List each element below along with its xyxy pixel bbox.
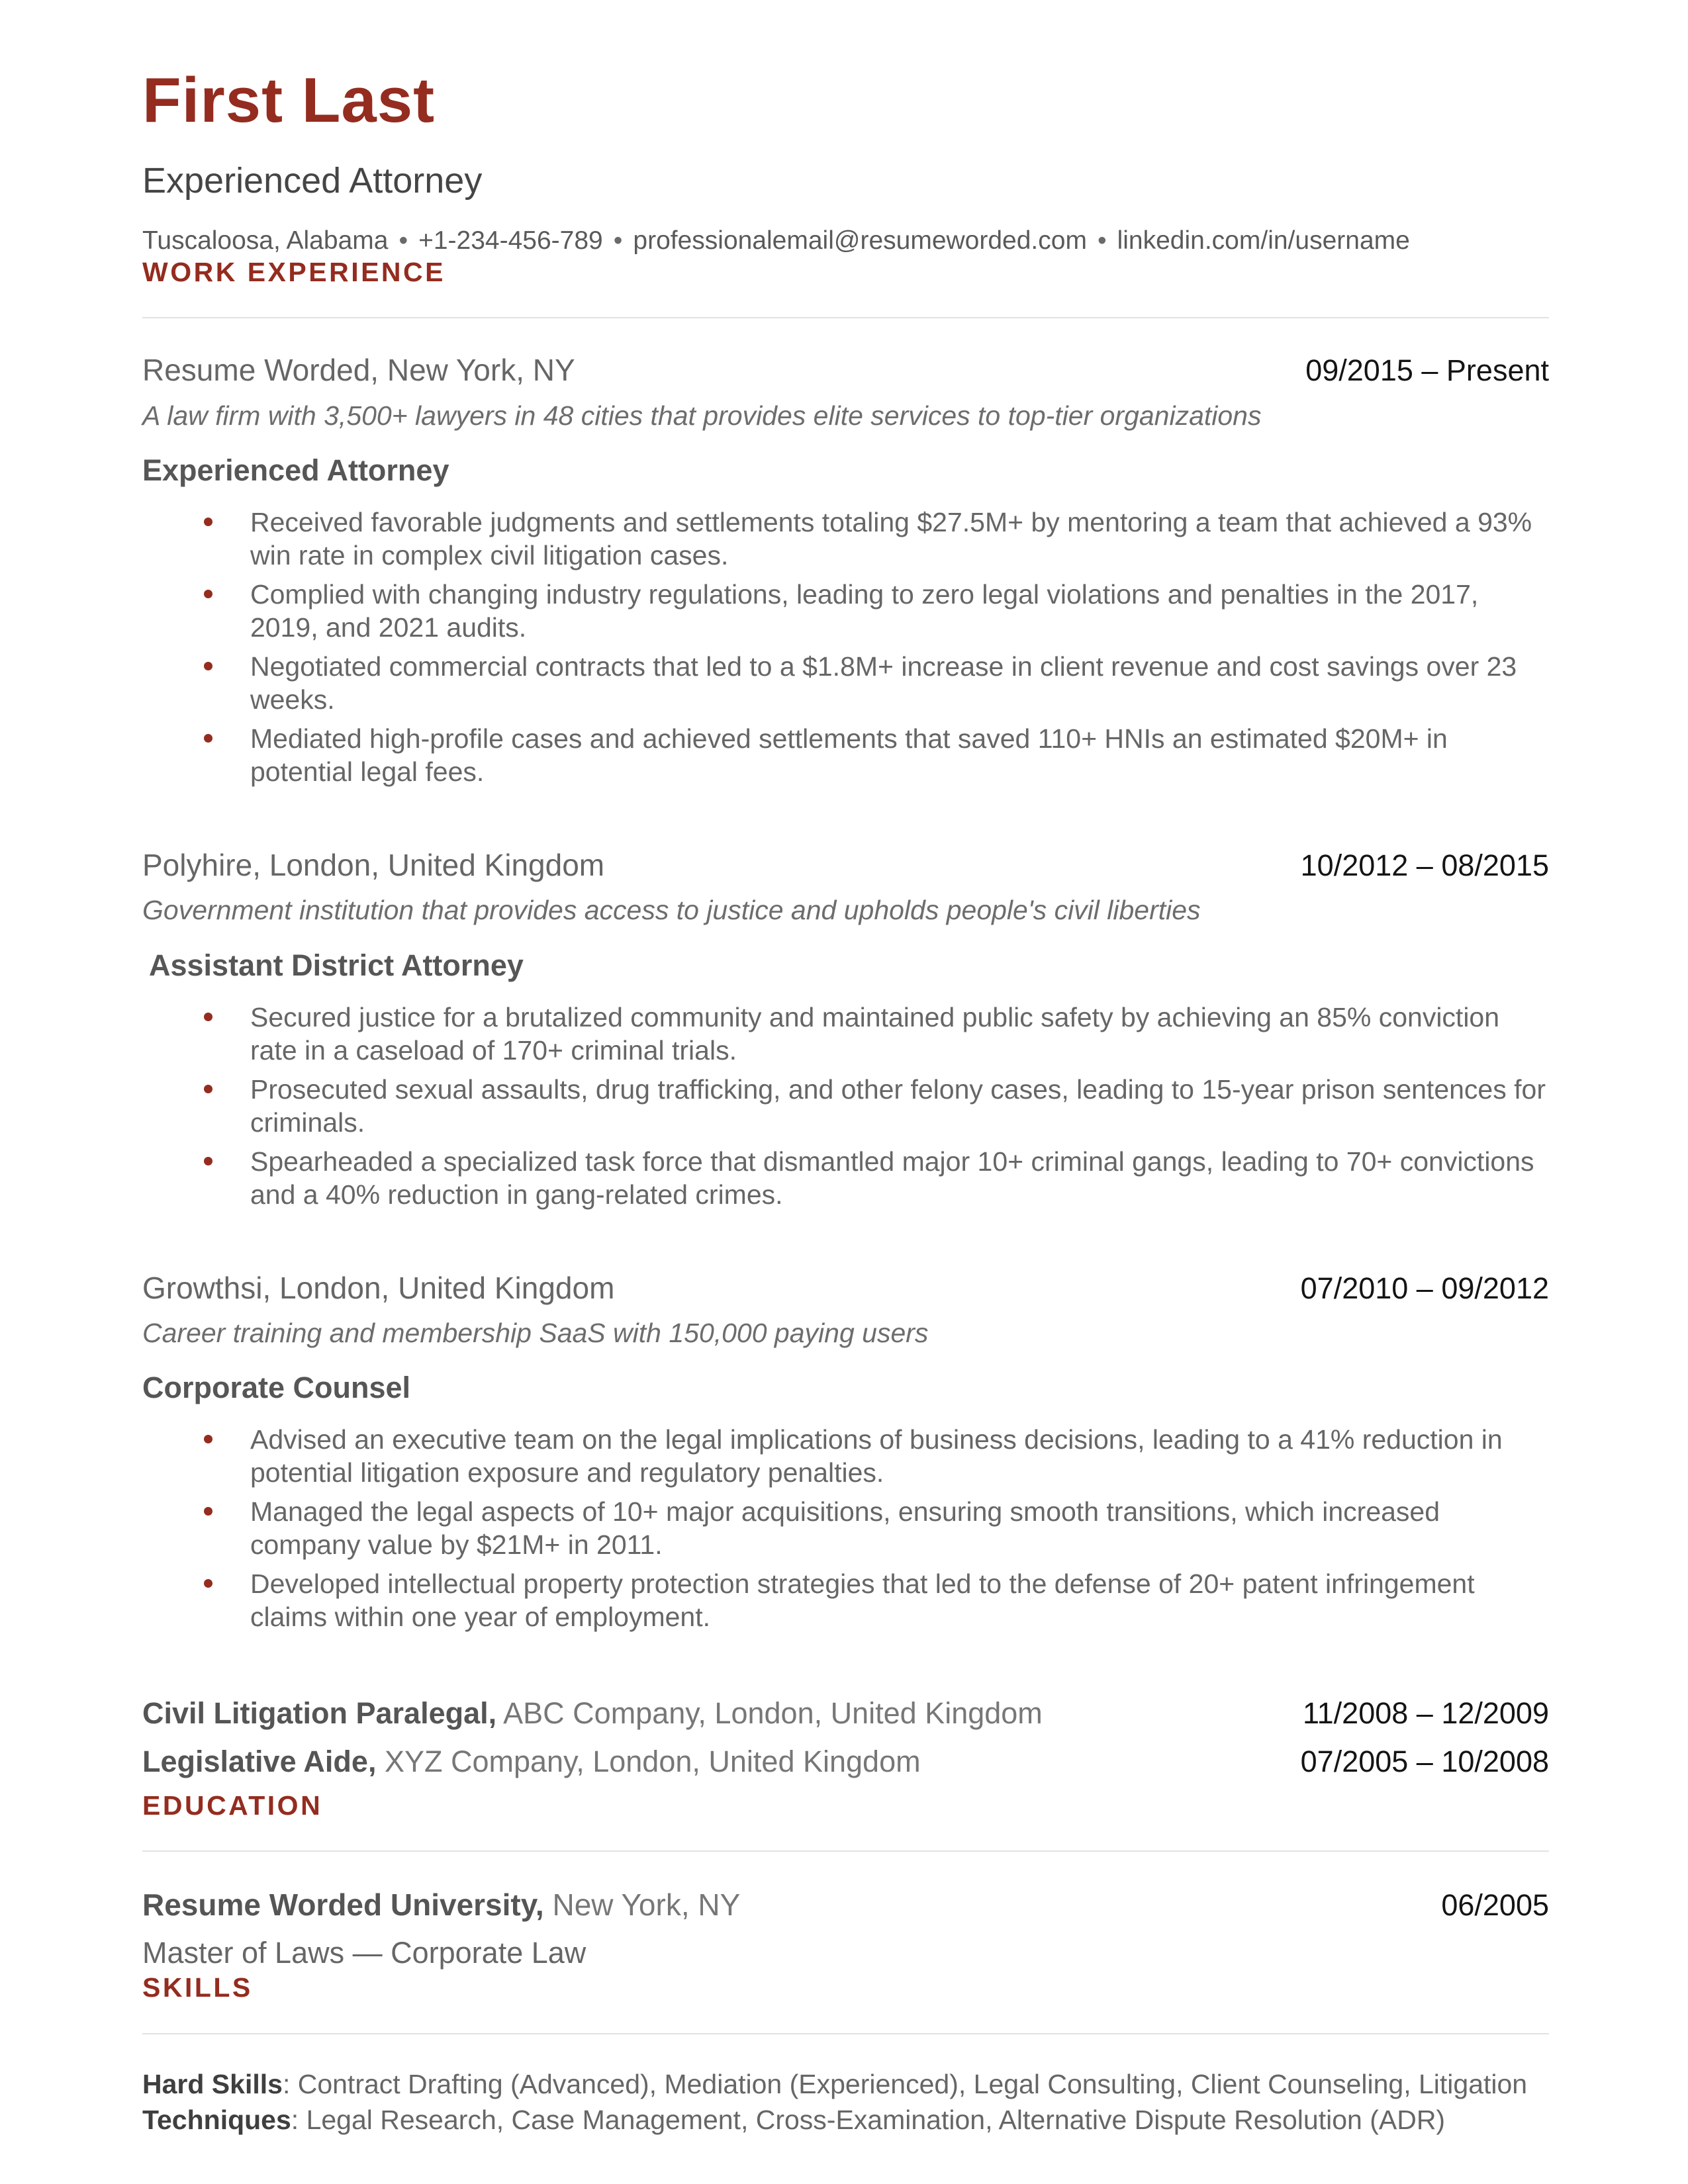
achievement-list [142,1423,1549,1633]
contact-separator: • [613,226,623,255]
bullet-item: Managed the legal aspects of 10+ major acquisitions, ensuring smooth transitions, which increased company value by $21M+ in 2011. [250,1495,1549,1561]
role-row [142,1743,1549,1782]
bullet-item: Complied with changing industry regulations, leading to zero legal violations and penalties in the 2017, 2019, and 2021 audits. [250,578,1549,644]
company-description: Government institution that provides access to justice and upholds people's civil liberties [142,895,1201,926]
work-experience-heading: WORK EXPERIENCE [142,256,445,287]
job-entry [142,351,1549,788]
bullet-item: Spearheaded a specialized task force that dismantled major 10+ criminal gangs, leading to 70+ convictions and a 40% reduction in gang-related crimes. [250,1145,1549,1211]
role-title: Civil Litigation Paralegal, [142,1696,497,1731]
bullet-item: Received favorable judgments and settlements totaling $27.5M+ by mentoring a team that achieved a 93% win rate in complex civil litigation cases. [250,506,1549,572]
date-range: 11/2008 – 12/2009 [1302,1696,1549,1731]
other-roles-list [142,1694,1549,1781]
bullet-item: Secured justice for a brutalized community and maintained public safety by achieving an 85% conviction rate in a caseload of 170+ criminal trials. [250,1001,1549,1067]
role-title: Legislative Aide, [142,1744,377,1778]
skill-category-label: Techniques [142,2104,291,2135]
contact-separator: • [1097,226,1107,255]
education-entry [142,1886,1549,1972]
education-header-row [142,1886,1549,1925]
job-header-row [142,1269,1549,1308]
date-range: 10/2012 – 08/2015 [1300,848,1549,882]
section-divider [142,2033,1549,2034]
skills-section [142,1972,1549,2137]
job-title: Corporate Counsel [142,1371,411,1405]
achievement-list [142,506,1549,788]
role-company: XYZ Company, London, United Kingdom [376,1744,921,1778]
skills-block [142,2066,1549,2138]
contact-email[interactable]: professionalemail@resumeworded.com [633,226,1087,255]
contact-linkedin[interactable]: linkedin.com/in/username [1117,226,1410,255]
person-title: Experienced Attorney [142,160,483,201]
company-location: Polyhire, London, United Kingdom [142,847,605,882]
section-divider [142,317,1549,318]
bullet-item: Negotiated commercial contracts that led to a $1.8M+ increase in client revenue and cost savings over 23 weeks. [250,650,1549,716]
bullet-item: Mediated high-profile cases and achieved settlements that saved 110+ HNIs an estimated $20M+ in potential legal fees. [250,722,1549,788]
date-range: 07/2010 – 09/2012 [1300,1271,1549,1305]
role-company: ABC Company, London, United Kingdom [496,1696,1043,1731]
bullet-item: Developed intellectual property protection strategies that led to the defense of 20+ patent infringement claims within one year of employment. [250,1567,1549,1633]
role-title-company [142,1743,921,1782]
job-title: Assistant District Attorney [149,948,524,982]
contact-separator: • [399,226,408,255]
company-description: A law firm with 3,500+ lawyers in 48 cities that provides elite services to top-tier organizations [142,400,1262,431]
job-title: Experienced Attorney [142,453,449,487]
school-name: Resume Worded University, [142,1888,544,1923]
contact-phone: +1-234-456-789 [418,226,603,255]
role-row [142,1694,1549,1733]
company-location: Growthsi, London, United Kingdom [142,1270,615,1305]
job-header-row [142,351,1549,390]
skill-items: : Legal Research, Case Management, Cross-Examination, Alternative Dispute Resolution (ADR) [291,2104,1446,2135]
school-location: New York, NY [543,1888,741,1923]
skills-heading: SKILLS [142,1972,253,2003]
job-entry [142,846,1549,1211]
achievement-list [142,1001,1549,1211]
contact-location: Tuscaloosa, Alabama [142,226,389,255]
skill-line [142,2102,1549,2138]
job-header-row [142,846,1549,885]
contact-line [142,226,1549,257]
resume-header [142,66,1549,257]
skill-line [142,2066,1549,2102]
job-entry [142,1269,1549,1634]
bullet-item: Prosecuted sexual assaults, drug trafficking, and other felony cases, leading to 15-year prison sentences for criminals. [250,1073,1549,1139]
school-line [142,1886,740,1925]
date-range: 06/2005 [1441,1888,1549,1923]
bullet-item: Advised an executive team on the legal implications of business decisions, leading to a 41% reduction in potential litigation exposure and regulatory penalties. [250,1423,1549,1489]
section-divider [142,1850,1549,1852]
company-description: Career training and membership SaaS with 150,000 paying users [142,1318,929,1348]
role-title-company [142,1694,1043,1733]
skill-items: : Contract Drafting (Advanced), Mediation (Experienced), Legal Consulting, Client Counseling, Litigation [282,2068,1528,2099]
date-range: 09/2015 – Present [1305,353,1549,387]
degree-line: Master of Laws — Corporate Law [142,1935,586,1970]
education-section [142,1790,1549,1972]
date-range: 07/2005 – 10/2008 [1300,1744,1549,1778]
company-location: Resume Worded, New York, NY [142,353,575,387]
person-name: First Last [142,65,436,136]
education-heading: EDUCATION [142,1790,323,1821]
skill-category-label: Hard Skills [142,2068,283,2099]
work-experience-section [142,257,1549,1781]
